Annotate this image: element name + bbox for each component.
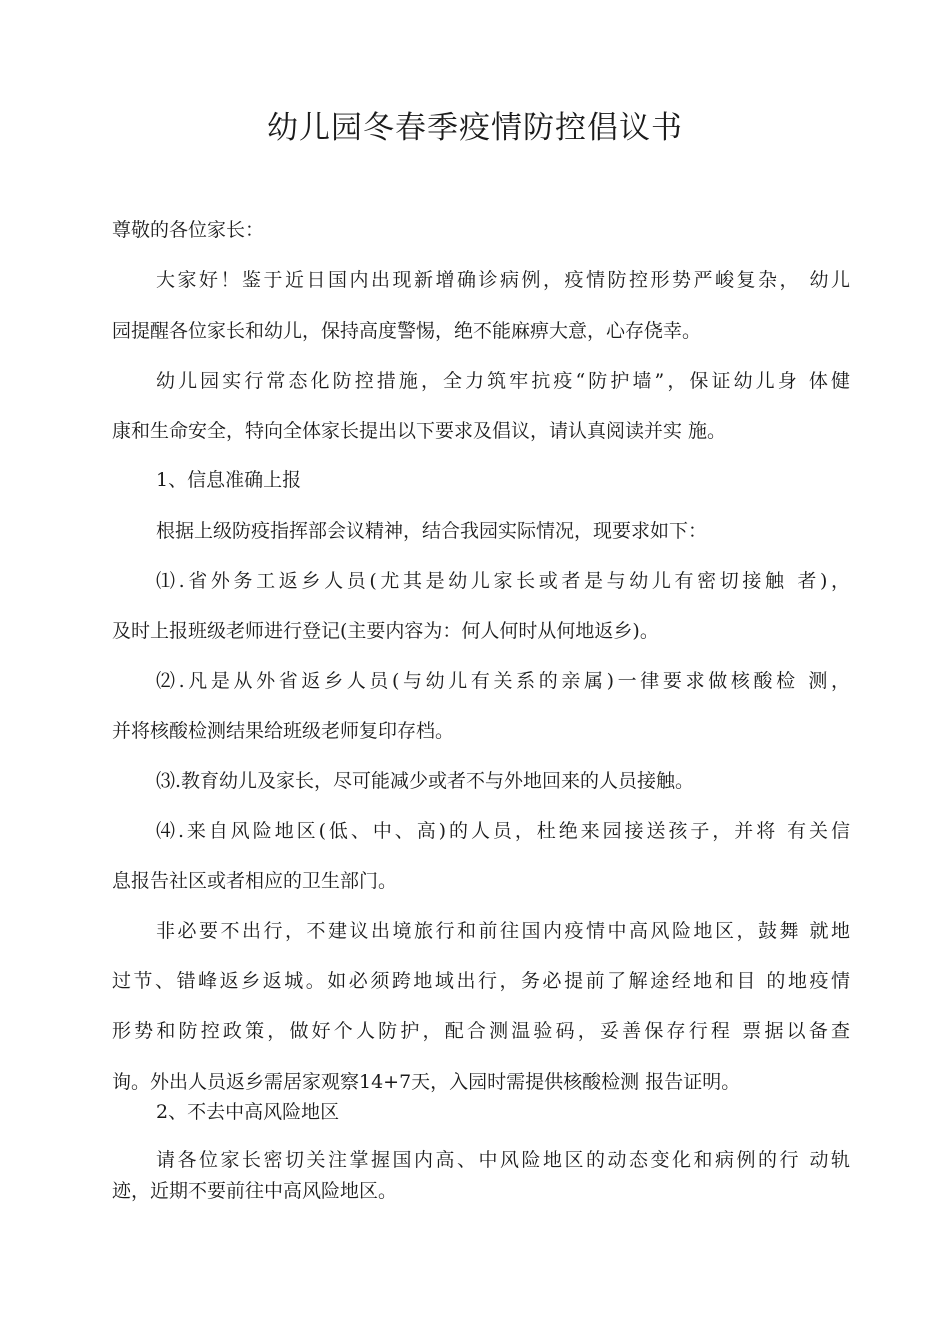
section-heading: 2、不去中高风险地区 <box>156 1101 340 1123</box>
salutation: 尊敬的各位家长： <box>112 219 265 241</box>
paragraph-line: 询。外出人员返乡需居家观察14+7天，入园时需提供核酸检测 报告证明。 <box>112 1071 741 1093</box>
section-heading: 1、信息准确上报 <box>156 469 302 491</box>
list-item-line: ⑶.教育幼儿及家长，尽可能减少或者不与外地回来的人员接触。 <box>156 770 695 792</box>
paragraph-line: 康和生命安全，特向全体家长提出以下要求及倡议，请认真阅读并实 施。 <box>112 420 727 442</box>
list-item-line: 并将核酸检测结果给班级老师复印存档。 <box>112 720 455 742</box>
paragraph-line: 根据上级防疫指挥部会议精神，结合我园实际情况，现要求如下： <box>156 520 708 542</box>
paragraph-line: 非必要不出行，不建议出境旅行和前往国内疫情中高风险地区，鼓舞 就地 <box>156 920 850 942</box>
paragraph-line: 形势和防控政策，做好个人防护，配合测温验码，妥善保存行程 票据以备查 <box>112 1020 850 1042</box>
paragraph-line: 园提醒各位家长和幼儿，保持高度警惕，绝不能麻痹大意，心存侥幸。 <box>112 320 702 342</box>
paragraph-line: 幼儿园实行常态化防控措施，全力筑牢抗疫“防护墙”，保证幼儿身 体健 <box>156 370 850 392</box>
list-item-line: ⑵.凡是从外省返乡人员(与幼儿有关系的亲属)一律要求做核酸检 测， <box>156 670 850 692</box>
list-item-line: 息报告社区或者相应的卫生部门。 <box>112 870 398 892</box>
paragraph-line: 迹，近期不要前往中高风险地区。 <box>112 1180 398 1202</box>
paragraph-line: 过节、错峰返乡返城。如必须跨地域出行，务必提前了解途经地和目 的地疫情 <box>112 970 850 992</box>
list-item-line: 及时上报班级老师进行登记(主要内容为：何人何时从何地返乡)。 <box>112 620 659 642</box>
list-item-line: ⑴.省外务工返乡人员(尤其是幼儿家长或者是与幼儿有密切接触 者)， <box>156 570 850 592</box>
document-title: 幼儿园冬春季疫情防控倡议书 <box>267 110 683 146</box>
list-item-line: ⑷.来自风险地区(低、中、高)的人员，杜绝来园接送孩子，并将 有关信 <box>156 820 850 842</box>
paragraph-line: 请各位家长密切关注掌握国内高、中风险地区的动态变化和病例的行 动轨 <box>156 1149 850 1171</box>
paragraph-line: 大家好！鉴于近日国内出现新增确诊病例，疫情防控形势严峻复杂， 幼儿 <box>156 269 850 291</box>
